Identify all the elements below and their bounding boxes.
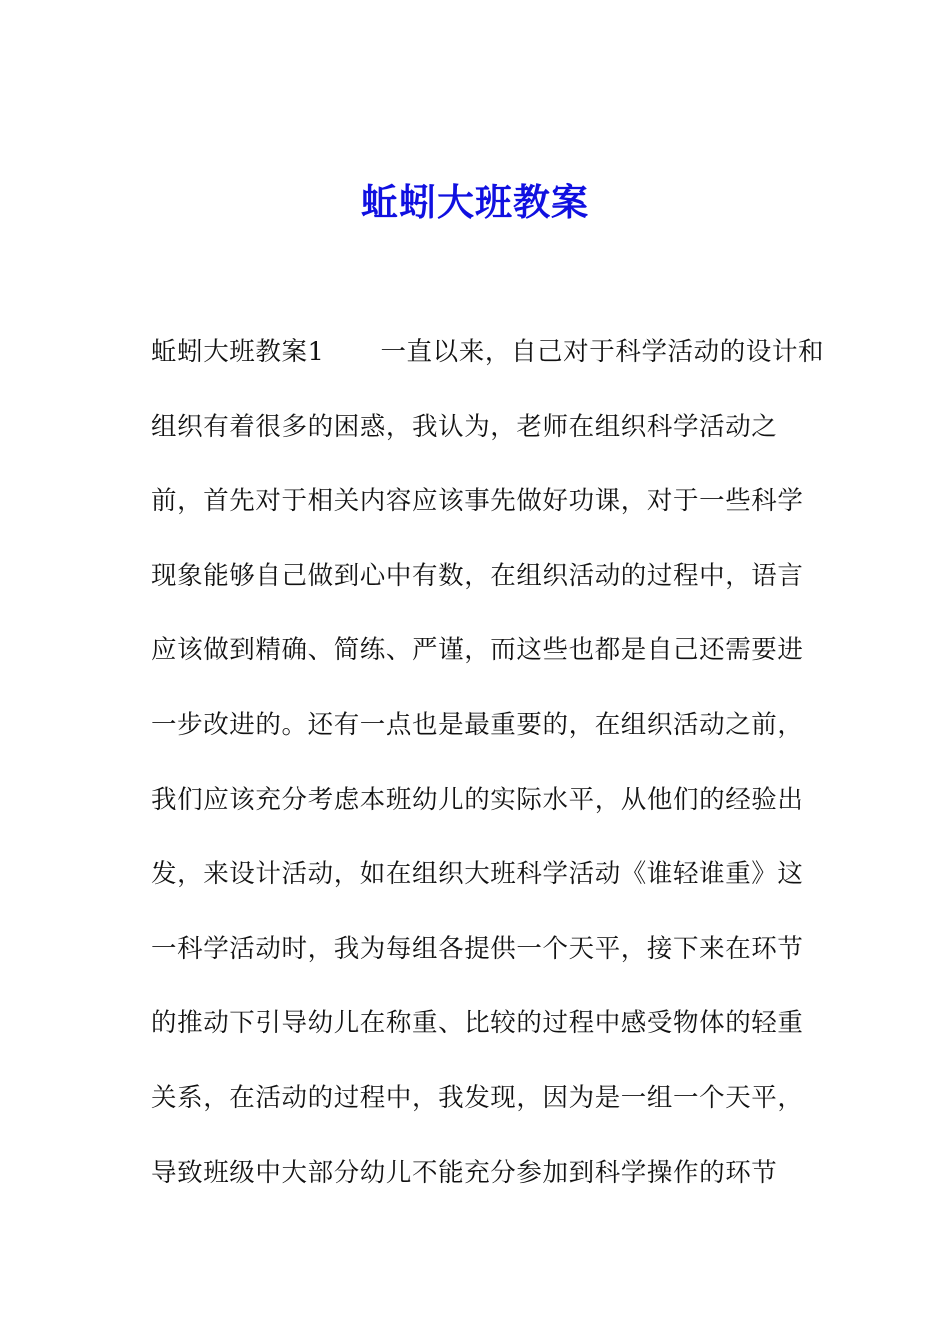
document-title: 蚯蚓大班教案 [361, 180, 589, 224]
paragraph-line-1 [151, 326, 831, 401]
section-heading: 蚯蚓大班教案1 [151, 337, 325, 367]
paragraph-line-7: 我们应该充分考虑本班幼儿的实际水平，从他们的经验出 [151, 784, 804, 815]
paragraph-line-4: 现象能够自己做到心中有数，在组织活动的过程中，语言 [151, 560, 804, 591]
paragraph-line-8: 发，来设计活动，如在组织大班科学活动《谁轻谁重》这 [151, 859, 804, 890]
paragraph-line-1-text: 一直以来，自己对于科学活动的设计和 [380, 337, 825, 367]
paragraph-line-12: 导致班级中大部分幼儿不能充分参加到科学操作的环节 [151, 1157, 778, 1188]
paragraph-line-5: 应该做到精确、简练、严谨，而这些也都是自己还需要进 [151, 635, 804, 666]
paragraph-line-9: 一科学活动时，我为每组各提供一个天平，接下来在环节 [151, 933, 804, 964]
paragraph-line-6: 一步改进的。还有一点也是最重要的，在组织活动之前， [151, 709, 804, 740]
paragraph-line-11: 关系，在活动的过程中，我发现，因为是一组一个天平， [151, 1082, 804, 1113]
paragraph-line-3: 前，首先对于相关内容应该事先做好功课，对于一些科学 [151, 486, 804, 517]
document-body [151, 326, 831, 1221]
paragraph-line-10: 的推动下引导幼儿在称重、比较的过程中感受物体的轻重 [151, 1008, 804, 1039]
paragraph-line-2: 组织有着很多的困惑，我认为，老师在组织科学活动之 [151, 411, 778, 442]
